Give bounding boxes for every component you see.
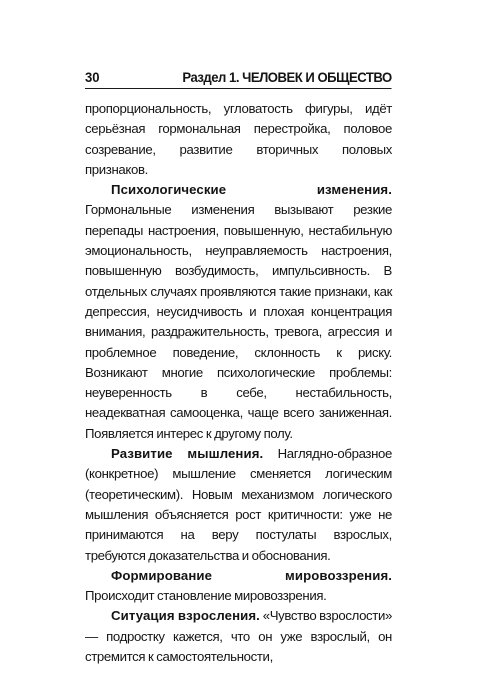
paragraph-continuation (85, 99, 392, 180)
book-page (85, 70, 392, 667)
paragraph-heading: Ситуация взросления. (111, 608, 260, 624)
section-title: Раздел 1. ЧЕЛОВЕК И ОБЩЕСТВО (182, 70, 392, 85)
paragraph-worldview-formation (85, 566, 392, 607)
paragraph-text: «Чувство взрослости» — подростку кажется, что он уже взрослый, он стремится к самостоятельности, (85, 608, 392, 665)
paragraph-text: Наглядно-образное (конкретное) мышление сменяется логическим (теоретическим). Новым механизмом логического мышления объясняется рост критичности: уже не принимаются на веру постулаты взрослых, требуются доказательства и обоснования. (85, 446, 393, 563)
paragraph-psychological-changes (85, 180, 392, 444)
page-number: 30 (85, 70, 100, 85)
paragraph-text: Происходит становление мировоззрения. (85, 588, 327, 604)
paragraph-heading: Развитие мышления. (111, 446, 264, 462)
paragraph-heading: Формирование мировоззрения. (111, 567, 392, 583)
paragraph-growing-up-situation (85, 606, 392, 667)
body-text (85, 99, 392, 667)
paragraph-text: Гормональные изменения вызывают резкие перепады настроения, повышенную, нестабильную эмоциональность, неуправляемость настроения, повышенную возбудимость, импульсивность. В отдельных случаях проявляются такие признаки, как депрессия, неусидчивость и плохая концентрация внимания, раздражительность, тревога, агрессия и проблемное поведение, склонность к риску. Возникают многие психологические проблемы: неуверенность в себе, нестабильность, неадекватная самооценка, чаще всего заниженная. Появляется интерес к другому полу. (85, 202, 392, 441)
running-header (85, 70, 392, 89)
paragraph-text: пропорциональность, угловатость фигуры, идёт серьёзная гормональная перестройка, половое созревание, развитие вторичных половых признаков. (85, 101, 392, 177)
paragraph-heading: Психологические изменения. (111, 182, 392, 198)
paragraph-thinking-development (85, 444, 392, 566)
